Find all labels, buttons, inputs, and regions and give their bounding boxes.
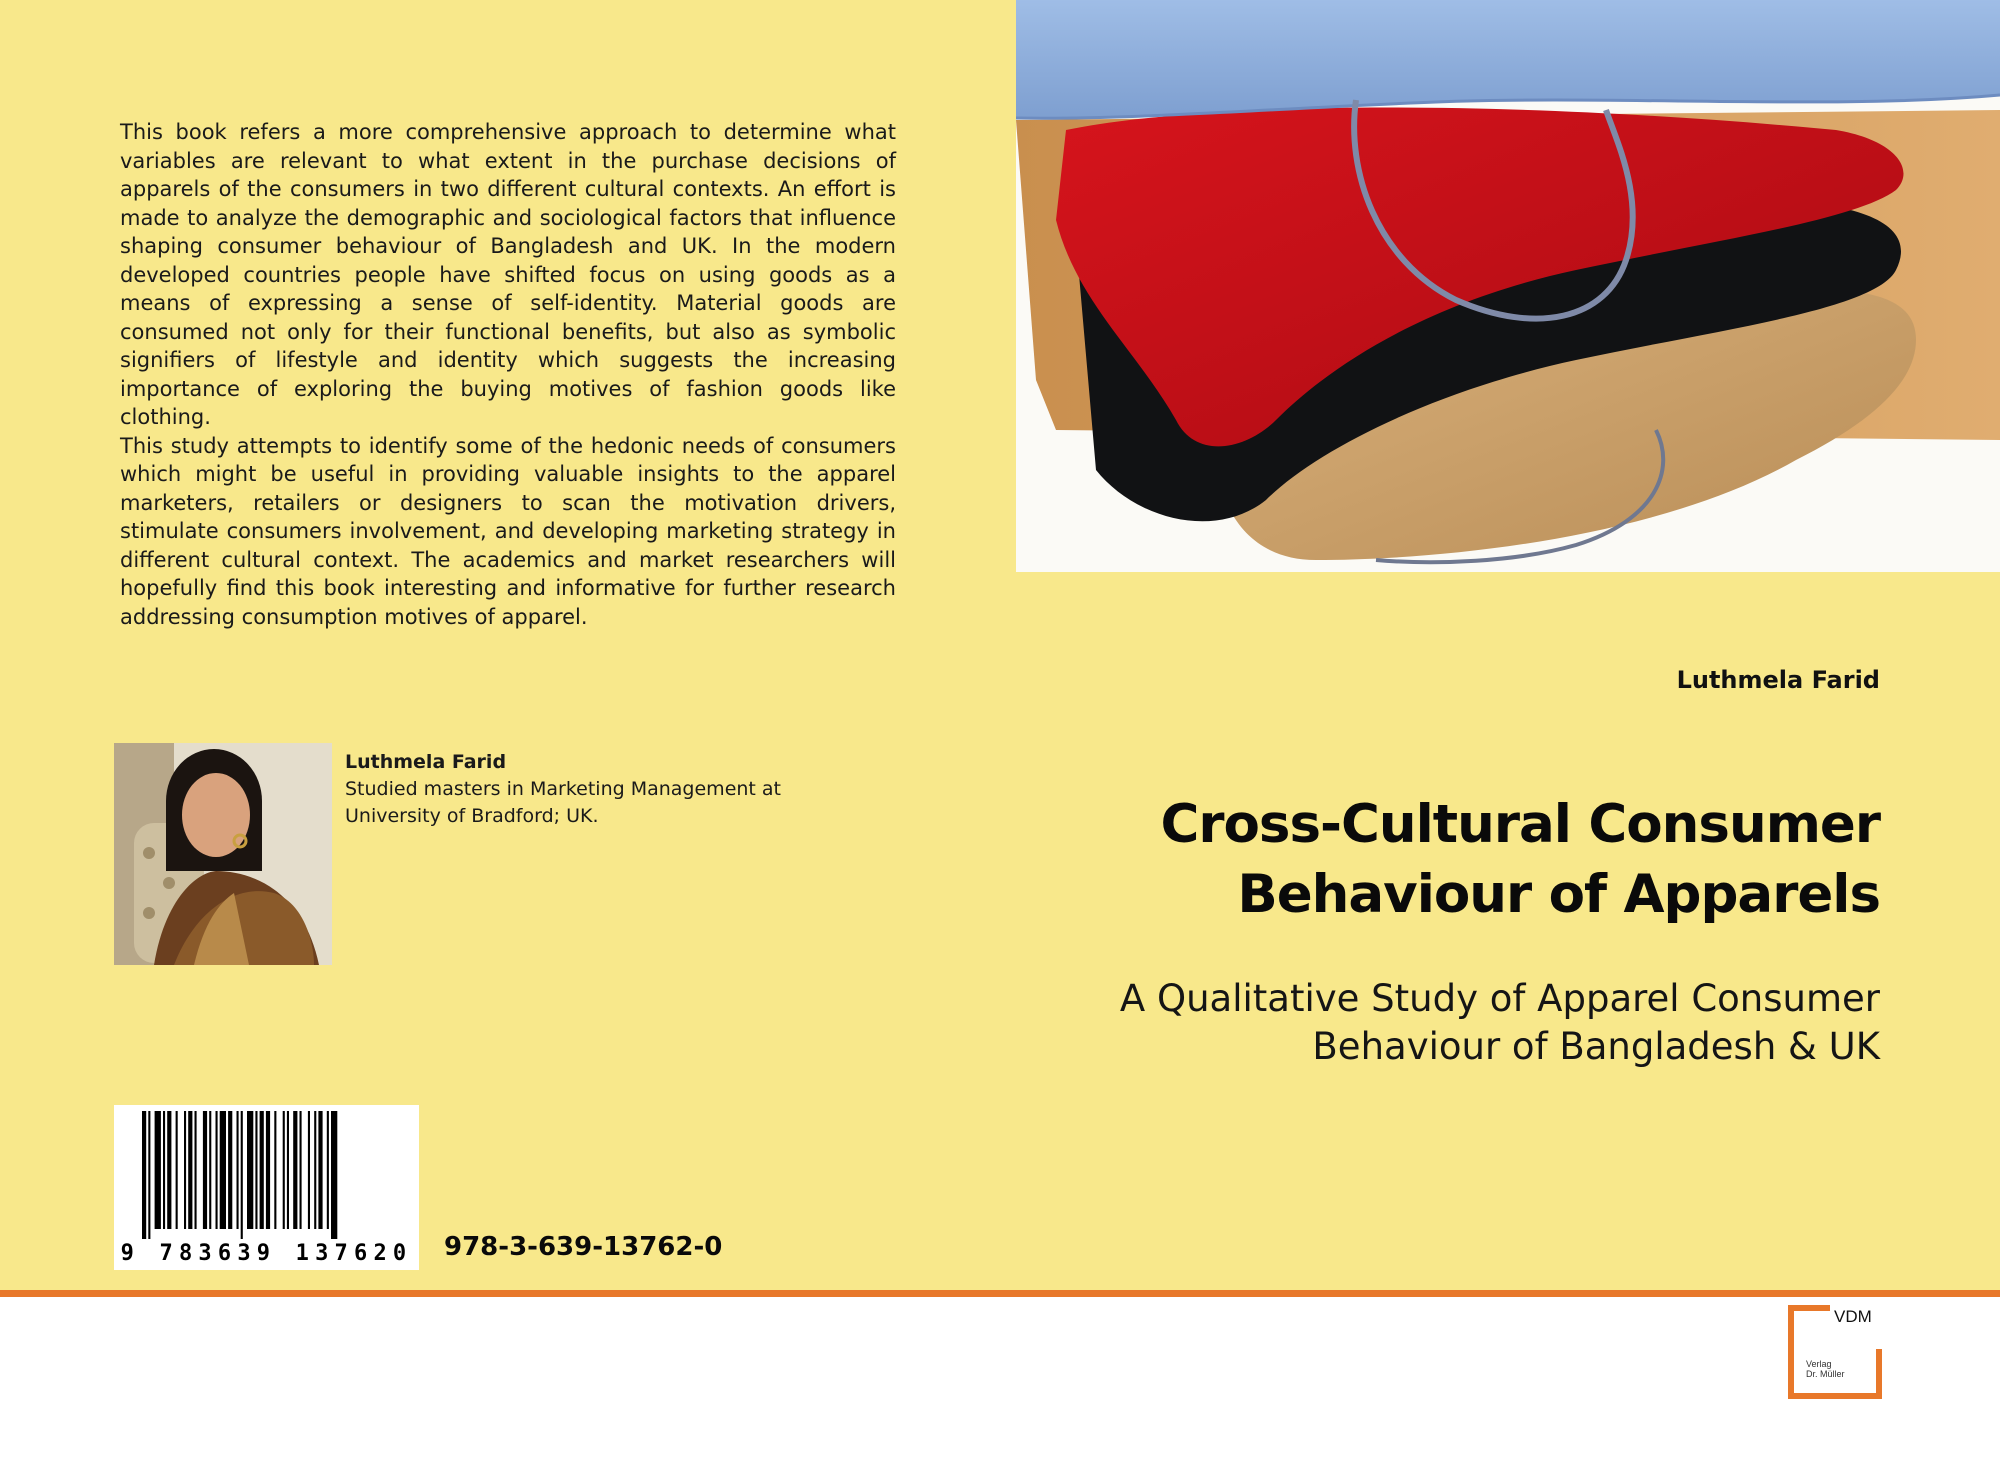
barcode-bar [331,1111,337,1239]
barcode-bar [314,1111,316,1229]
cover-photo-clothes [1016,0,2000,572]
barcode-bar [155,1111,161,1229]
author-portrait [114,743,332,965]
title-line-1: Cross-Cultural Consumer [1160,794,1880,855]
barcode-bar [142,1111,146,1239]
barcode-bar [237,1111,239,1229]
barcode-bar [209,1111,211,1229]
barcode-bar [167,1111,171,1229]
barcode-bar [327,1111,329,1229]
barcode-bar [274,1111,276,1229]
logo-subtext [1806,1359,1876,1379]
subtitle-line-2: Behaviour of Bangladesh & UK [1312,1025,1880,1068]
barcode-bar [283,1111,285,1229]
logo-subtext-line-2: Dr. Müller [1806,1369,1845,1379]
blurb-paragraph-1: This book refers a more comprehensive approach to determine what variables are relevant to what extent in the purchase decisions of apparels of the consumers in two different cultural contexts. An effort is made to analyze the demographic and sociological factors that influence shaping consumer behaviour of Bangladesh and UK. In the modern developed countries people have shifted focus on using goods as a means of expressing a sense of self-identity. Material goods are consumed not only for their functional benefits, but also as symbolic signifiers of lifestyle and identity which suggests the increasing importance of exploring the buying motives of fashion goods like clothing. [120,120,896,429]
barcode-bar [163,1111,165,1229]
bio-line-1: Studied masters in Marketing Management at [345,778,782,800]
barcode-bar [188,1111,192,1229]
book-subtitle [980,975,1880,1071]
barcode-bar [176,1111,178,1229]
bio-author-name: Luthmela Farid [345,751,507,773]
barcode-bar [318,1111,322,1229]
barcode-bar [308,1111,310,1229]
barcode-bar [216,1111,218,1229]
barcode-bar [300,1111,302,1229]
subtitle-line-1: A Qualitative Study of Apparel Consumer [1119,977,1880,1020]
barcode-bar [260,1111,264,1229]
barcode-bar [255,1111,257,1229]
barcode-bar [293,1111,297,1229]
logo-text: VDM [1834,1307,1872,1326]
barcode-bar [220,1111,226,1229]
author-bio [345,749,825,830]
barcode-bar [195,1111,197,1229]
barcode-bar [228,1111,232,1229]
barcode-bar [184,1111,186,1229]
publisher-logo [1788,1305,1882,1399]
logo-subtext-line-1: Verlag [1806,1359,1832,1369]
orange-divider [0,1290,2000,1297]
bio-line-2: University of Bradford; UK. [345,805,599,827]
blurb-paragraph-2: This study attempts to identify some of the hedonic needs of consumers which might be useful in providing valuable insights to the apparel marketers, retailers or designers to scan the motivation drivers, stimulate consumers involvement, and developing marketing strategy in different cultural context. The academics and market researchers will hopefully find this book interesting and informative for further research addressing consumption motives of apparel. [120,433,896,629]
title-line-2: Behaviour of Apparels [1237,864,1880,925]
barcode-bar [287,1111,289,1229]
bottom-band [0,1297,2000,1460]
barcode-bar [148,1111,150,1239]
barcode-bar [266,1111,270,1229]
back-cover-blurb [120,118,896,631]
isbn-number: 978-3-639-13762-0 [444,1232,723,1262]
barcode-bar [247,1111,253,1229]
isbn-barcode [114,1105,419,1270]
front-author-name: Luthmela Farid [1676,666,1880,694]
barcode-bar [203,1111,207,1229]
barcode-digits: 9 783639 137620 [120,1241,413,1266]
book-title [980,790,1880,930]
barcode-bar [241,1111,243,1239]
